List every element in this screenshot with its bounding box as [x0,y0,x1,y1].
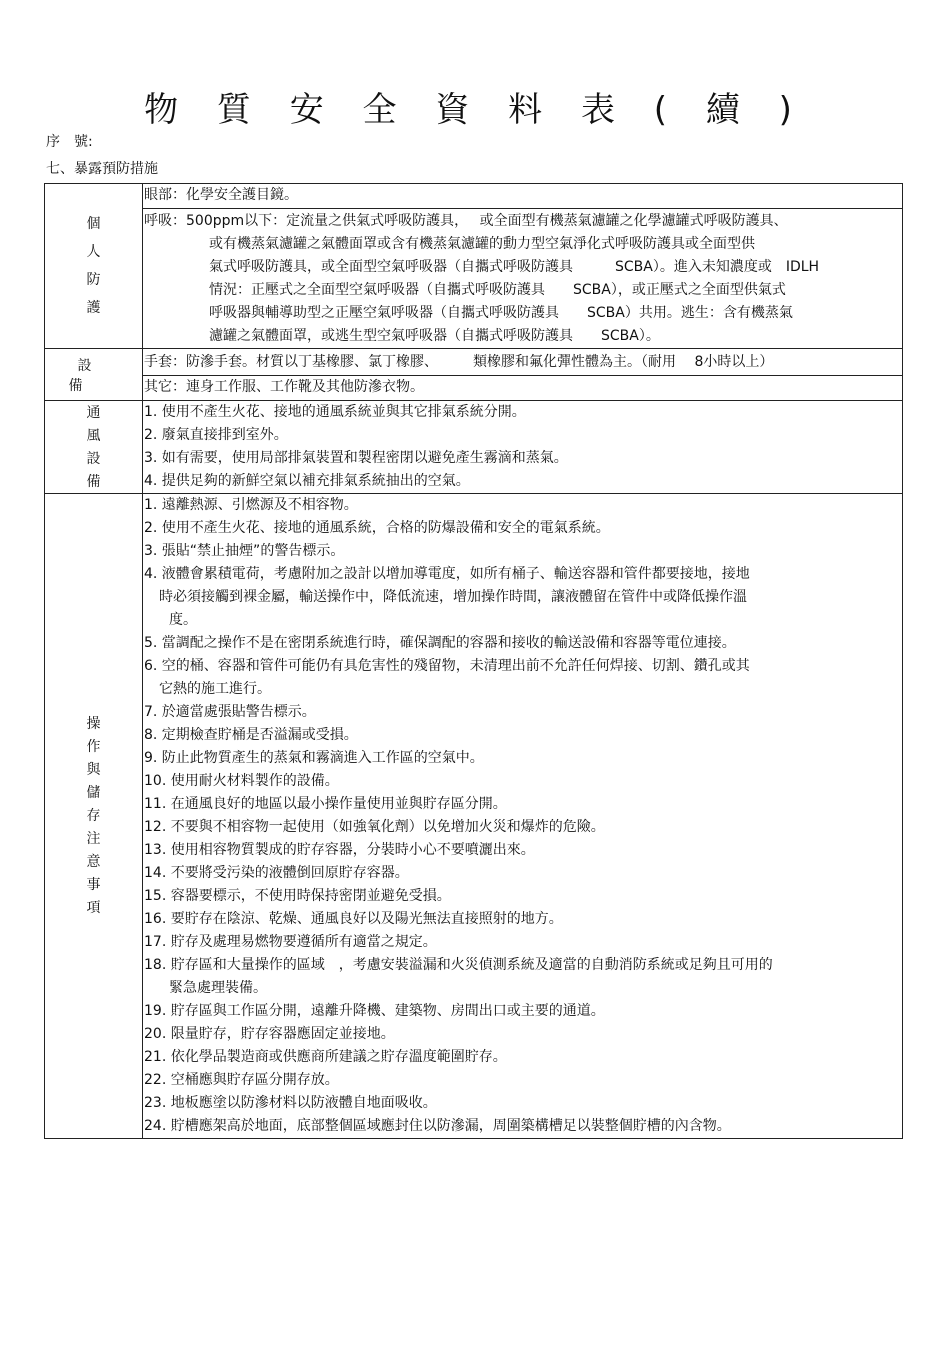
respiratory-line: 情況：正壓式之全面型空氣呼吸器（自攜式呼吸防護具 SCBA），或正壓式之全面型供氣式 [209,282,786,298]
handling-item: 3. 張貼“禁止抽煙”的警告標示。 [144,543,345,559]
ppe-respiratory-row [45,209,903,349]
handling-label-cell [45,494,143,1139]
section-heading: 七、暴露預防措施 [46,161,158,177]
handling-item: 5. 當調配之操作不是在密閉系統進行時，確保調配的容器和接收的輸送設備和容器等電位連接。 [144,635,736,651]
other-protection-text: 其它：連身工作服、工作靴及其他防滲衣物。 [144,379,424,395]
other-protection-cell [143,376,903,401]
handling-label-char: 事 [86,877,101,893]
document-title: 物 質 安 全 資 料 表 ( 續 ) [144,90,806,130]
equipment-gloves-row [45,349,903,376]
equipment-label-cell [45,349,143,401]
exposure-controls-table [44,183,903,1139]
handling-label-char: 儲 [86,785,101,801]
ventilation-label-char: 設 [86,450,101,467]
handling-label-char: 項 [86,900,101,916]
handling-item: 6. 空的桶、容器和管件可能仍有具危害性的殘留物，未清理出前不允許任何焊接、切割、鑽孔或其 [144,658,750,674]
handling-item: 14. 不要將受污染的液體倒回原貯存容器。 [144,865,409,881]
handling-item: 24. 貯槽應架高於地面，底部整個區域應封住以防滲漏，周圍築構槽足以裝整個貯槽的內含物。 [144,1118,731,1134]
handling-item: 8. 定期檢查貯桶是否溢漏或受損。 [144,727,358,743]
handling-item: 20. 限量貯存，貯存容器應固定並接地。 [144,1026,395,1042]
handling-item: 23. 地板應塗以防滲材料以防液體自地面吸收。 [144,1095,437,1111]
eye-protection-cell [143,184,903,209]
ventilation-item: 4. 提供足夠的新鮮空氣以補充排氣系統抽出的空氣。 [144,473,470,489]
ppe-eye-row [45,184,903,209]
ventilation-label [45,402,142,493]
ventilation-label-char: 備 [86,473,101,490]
respiratory-line: 呼吸：500ppm以下：定流量之供氣式呼吸防護具， 或全面型有機蒸氣濾罐之化學濾罐式呼吸防護具、 [144,213,788,229]
handling-item: 12. 不要與不相容物一起使用（如強氧化劑）以免增加火災和爆炸的危險。 [144,819,605,835]
handling-label-char: 意 [86,854,101,870]
ppe-label-char: 個 [86,216,101,232]
ventilation-item: 2. 廢氣直接排到室外。 [144,427,288,443]
handling-item: 22. 空桶應與貯存區分開存放。 [144,1072,339,1088]
handling-item: 它熱的施工進行。 [159,681,271,697]
equipment-label: 設備 [68,357,128,394]
ventilation-row [45,401,903,494]
ppe-label [45,213,142,319]
gloves-cell [143,349,903,376]
ventilation-label-char: 通 [86,404,101,421]
ventilation-label-char: 風 [86,427,101,444]
respiratory-line: 氣式呼吸防護具，或全面型空氣呼吸器（自攜式呼吸防護具 SCBA）。進入未知濃度或 IDLH [209,259,820,275]
handling-item: 時必須接觸到裸金屬，輸送操作中，降低流速，增加操作時間，讓液體留在管件中或降低操作溫 [159,589,747,605]
handling-storage-label [45,713,142,919]
handling-item: 13. 使用相容物質製成的貯存容器，分裝時小心不要噴灑出來。 [144,842,535,858]
ventilation-item: 1. 使用不產生火花、接地的通風系統並與其它排氣系統分開。 [144,404,526,420]
ppe-label-char: 護 [86,300,101,316]
equipment-other-row [45,376,903,401]
handling-item: 1. 遠離熱源、引燃源及不相容物。 [144,497,358,513]
respiratory-line: 或有機蒸氣濾罐之氣體面罩或含有機蒸氣濾罐的動力型空氣淨化式呼吸防護具或全面型供 [209,236,755,252]
handling-item: 17. 貯存及處理易燃物要遵循所有適當之規定。 [144,934,437,950]
handling-storage-cell [143,494,903,1139]
handling-item: 2. 使用不產生火花、接地的通風系統，合格的防爆設備和安全的電氣系統。 [144,520,610,536]
serial-number-label: 序 號: [46,134,93,150]
handling-item: 度。 [169,612,197,628]
ppe-label-cell [45,184,143,349]
handling-item: 18. 貯存區和大量操作的區域 ，考慮安裝溢漏和火災偵測系統及適當的自動消防系統或足夠且可用的 [144,957,773,973]
handling-item: 11. 在通風良好的地區以最小操作量使用並與貯存區分開。 [144,796,507,812]
ppe-label-char: 人 [86,244,101,260]
respiratory-protection-cell [143,209,903,349]
handling-item: 7. 於適當處張貼警告標示。 [144,704,316,720]
respiratory-line: 濾罐之氣體面罩，或逃生型空氣呼吸器（自攜式呼吸防護具 SCBA）。 [209,328,660,344]
ventilation-label-cell [45,401,143,494]
ventilation-cell [143,401,903,494]
handling-label-char: 與 [86,762,101,778]
handling-row [45,494,903,1139]
eye-protection-text: 眼部：化學安全護目鏡。 [144,187,298,203]
handling-label-char: 作 [86,739,101,755]
gloves-text: 手套：防滲手套。材質以丁基橡膠、氯丁橡膠、 類橡膠和氟化彈性體為主。（耐用 8小時以上） [144,354,774,370]
handling-label-char: 操 [86,716,101,732]
handling-label-char: 注 [86,831,101,847]
handling-item: 4. 液體會累積電荷，考慮附加之設計以增加導電度，如所有桶子、輸送容器和管件都要接地，接地 [144,566,750,582]
ventilation-item: 3. 如有需要，使用局部排氣裝置和製程密閉以避免產生霧滴和蒸氣。 [144,450,568,466]
handling-item: 15. 容器要標示，不使用時保持密閉並避免受損。 [144,888,451,904]
ppe-label-char: 防 [86,272,101,288]
handling-item: 緊急處理裝備。 [169,980,267,996]
respiratory-line: 呼吸器與輔導助型之正壓空氣呼吸器（自攜式呼吸防護具 SCBA）共用。逃生：含有機蒸氣 [209,305,793,321]
handling-item: 16. 要貯存在陰涼、乾燥、通風良好以及陽光無法直接照射的地方。 [144,911,563,927]
handling-item: 19. 貯存區與工作區分開，遠離升降機、建築物、房間出口或主要的通道。 [144,1003,605,1019]
handling-item: 10. 使用耐火材料製作的設備。 [144,773,339,789]
handling-item: 21. 依化學品製造商或供應商所建議之貯存溫度範圍貯存。 [144,1049,507,1065]
handling-label-char: 存 [86,808,101,824]
handling-item: 9. 防止此物質產生的蒸氣和霧滴進入工作區的空氣中。 [144,750,484,766]
